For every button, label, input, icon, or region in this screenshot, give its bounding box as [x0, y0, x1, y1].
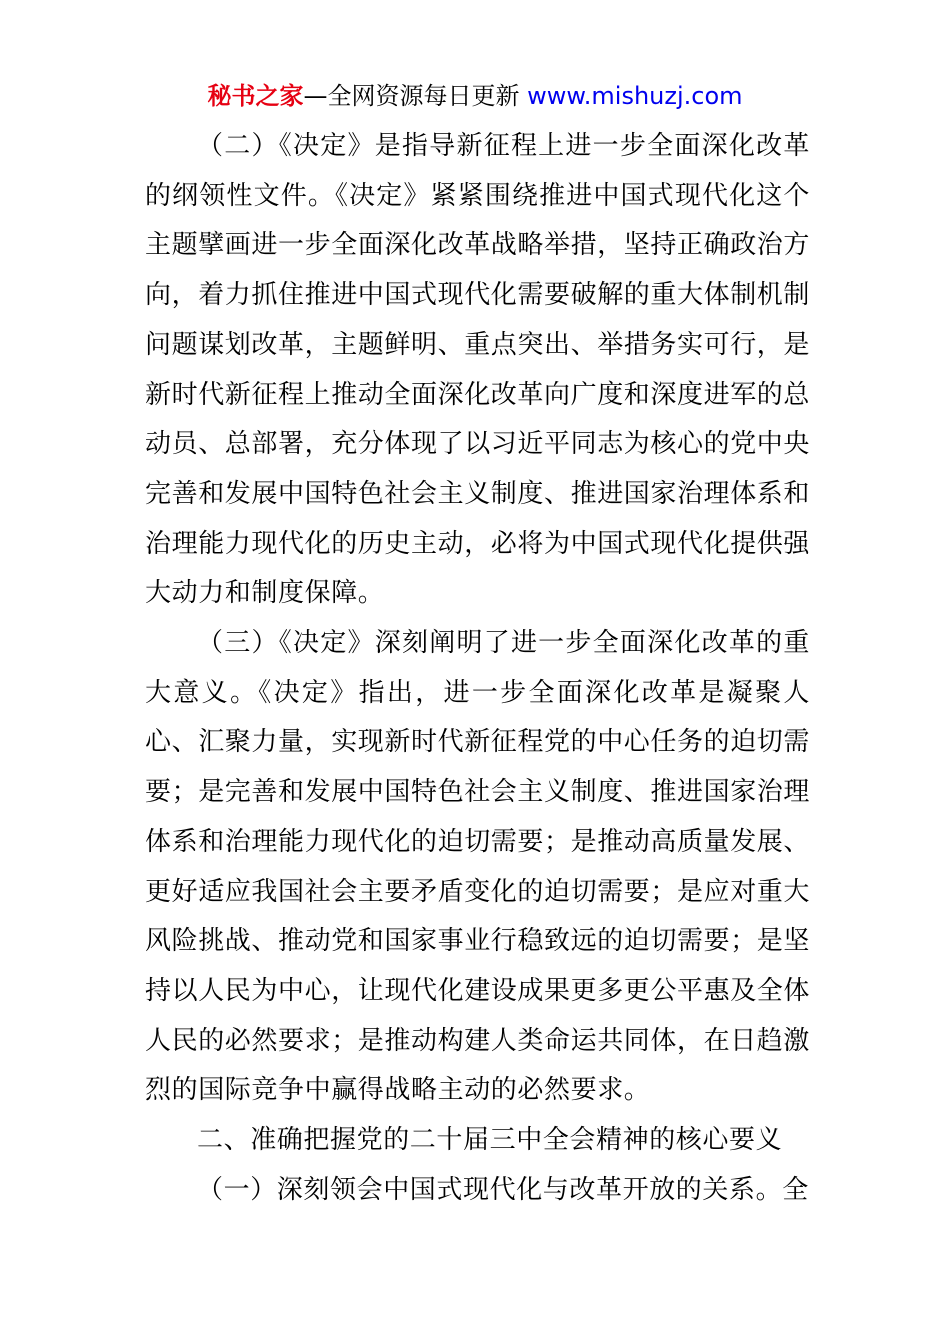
paragraph-section-2: （二）《决定》是指导新征程上进一步全面深化改革的纲领性文件。《决定》紧紧围绕推进中国式现代化这个主题擘画进一步全面深化改革战略举措，坚持正确政治方向，着力抓住推进中国式现代化需要破解的重大体制机制问题谋划改革，主题鲜明、重点突出、举措务实可行，是新时代新征程上推动全面深化改革向广度和深度进军的总动员、总部署，充分体现了以习近平同志为核心的党中央完善和发展中国特色社会主义制度、推进国家治理体系和治理能力现代化的历史主动，必将为中国式现代化提供强大动力和制度保障。: [145, 131, 811, 609]
section-heading: 二、准确把握党的二十届三中全会精神的核心要义: [197, 1125, 783, 1156]
page-header: [0, 80, 950, 112]
document-body: [145, 122, 810, 1215]
paragraph-section-3: （三）《决定》深刻阐明了进一步全面深化改革的重大意义。《决定》指出，进一步全面深化改革是凝聚人心、汇聚力量，实现新时代新征程党的中心任务的迫切需要；是完善和发展中国特色社会主义制度、推进国家治理体系和治理能力现代化的迫切需要；是推动高质量发展、更好适应我国社会主要矛盾变化的迫切需要；是应对重大风险挑战、推动党和国家事业行稳致远的迫切需要；是坚持以人民为中心，让现代化建设成果更多更公平惠及全体人民的必然要求；是推动构建人类命运共同体，在日趋激烈的国际竞争中赢得战略主动的必然要求。: [145, 628, 811, 1106]
paragraph-subsection-1: （一）深刻领会中国式现代化与改革开放的关系。全: [197, 1174, 809, 1205]
site-url-link[interactable]: www.mishuzj.com: [527, 82, 743, 110]
brand-name: 秘书之家: [207, 82, 304, 110]
header-tagline: —全网资源每日更新: [303, 82, 528, 110]
